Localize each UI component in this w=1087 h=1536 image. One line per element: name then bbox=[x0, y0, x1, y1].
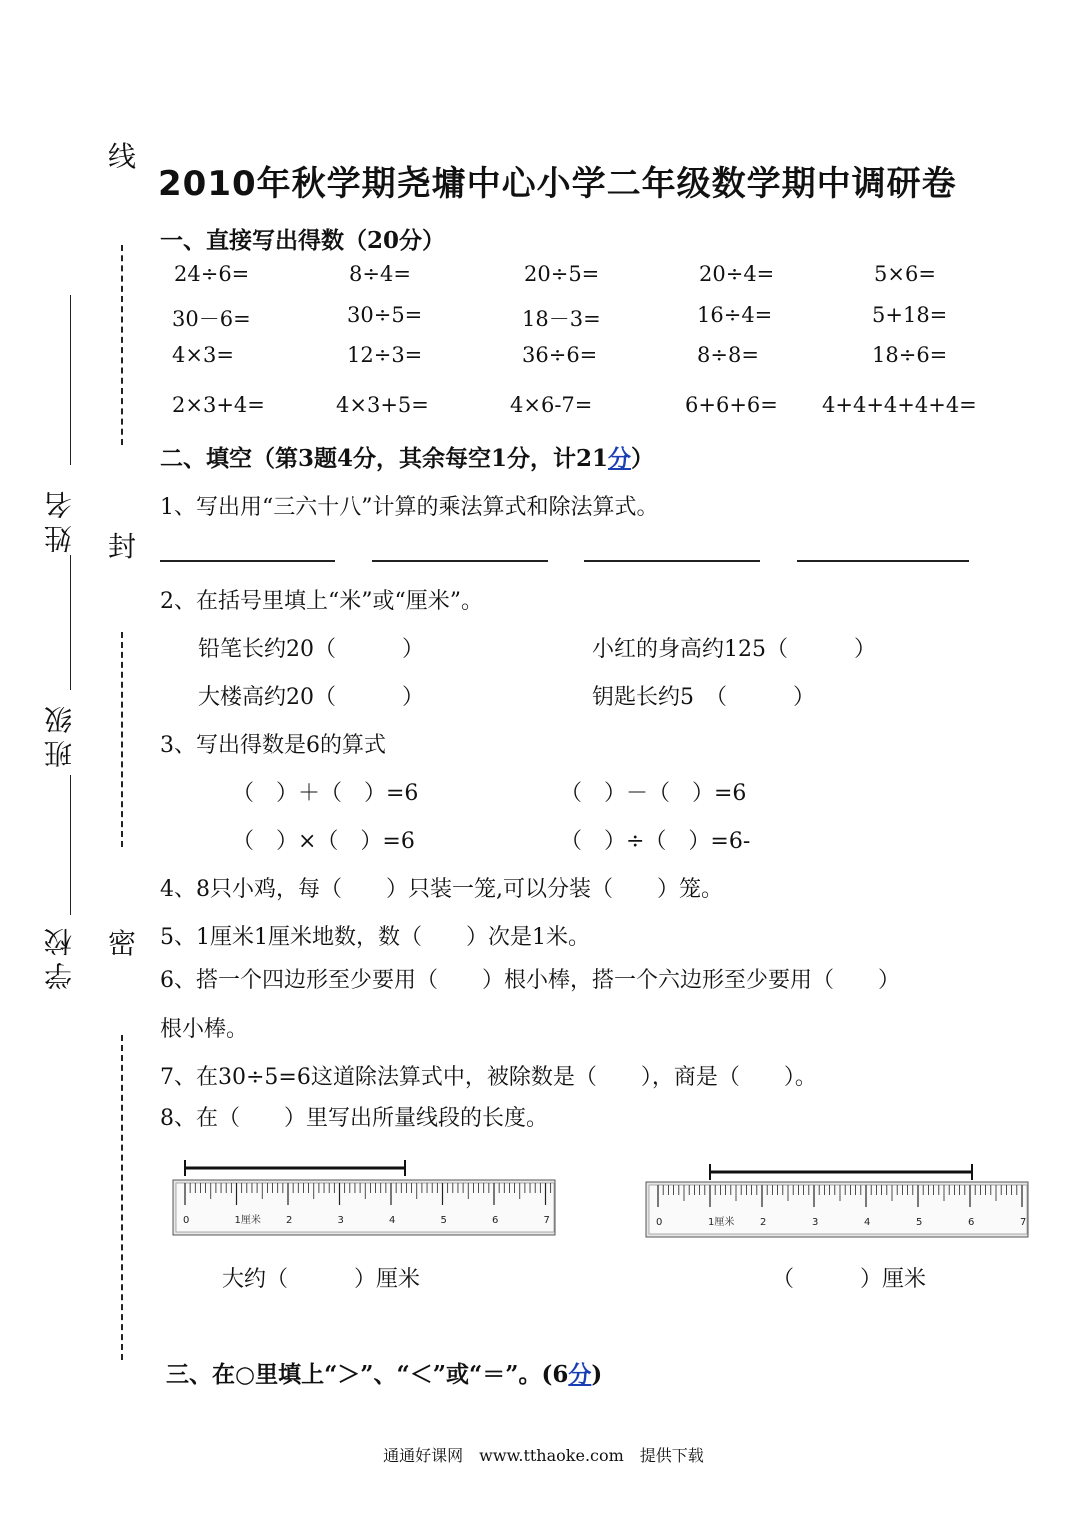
question-8: 8、在（ ）里写出所量线段的长度。 bbox=[160, 1106, 548, 1131]
seal-dashed-line bbox=[121, 1035, 123, 1360]
answer-blank[interactable] bbox=[797, 560, 969, 562]
question-6-continued: 根小棒。 bbox=[160, 1017, 249, 1042]
section3-score-link[interactable]: 分 bbox=[568, 1361, 592, 1388]
section2-heading-close: ） bbox=[631, 445, 655, 472]
ruler-label-4: 4 bbox=[389, 1215, 396, 1226]
calc-item: 20÷4= bbox=[699, 262, 775, 286]
ruler-label-1: 1厘米 bbox=[234, 1215, 261, 1226]
calc-item: 18÷6= bbox=[872, 343, 948, 367]
ruler-label-6: 6 bbox=[968, 1217, 975, 1228]
section2-heading-text: 二、填空（第3题4分，其余每空1分，计21 bbox=[160, 445, 609, 472]
answer-blank[interactable] bbox=[160, 560, 335, 562]
ruler-label-1: 1厘米 bbox=[708, 1217, 735, 1228]
calc-item: 16÷4= bbox=[697, 303, 773, 327]
calc-item: 5×6= bbox=[874, 262, 936, 286]
seal-dashed-line bbox=[121, 245, 123, 445]
calc-item: 24÷6= bbox=[174, 262, 250, 286]
ruler-label-3: 3 bbox=[812, 1217, 819, 1228]
section3-heading bbox=[166, 1356, 602, 1389]
question-2-item: 铅笔长约20（ ） bbox=[198, 637, 424, 662]
binding-mark-mi: 密 bbox=[108, 927, 137, 960]
question-3-item: （ ）÷（ ）=6- bbox=[560, 829, 751, 854]
ruler-figure-2 bbox=[643, 1162, 1033, 1240]
calc-item: 12÷3= bbox=[347, 343, 423, 367]
calc-item: 36÷6= bbox=[522, 343, 598, 367]
answer-blank[interactable] bbox=[372, 560, 548, 562]
class-blank-line[interactable] bbox=[70, 555, 71, 690]
ruler-label-6: 6 bbox=[492, 1215, 499, 1226]
ruler-label-2: 2 bbox=[760, 1217, 767, 1228]
question-6: 6、搭一个四边形至少要用（ ）根小棒，搭一个六边形至少要用（ ） bbox=[160, 968, 900, 993]
calc-item: 30－6= bbox=[172, 307, 251, 331]
calc-item: 4×6-7= bbox=[510, 393, 593, 417]
calc-item: 4×3= bbox=[172, 343, 234, 367]
calc-item: 30÷5= bbox=[347, 303, 423, 327]
question-2-item: 小红的身高约125（ ） bbox=[592, 637, 876, 662]
section2-score-link[interactable]: 分 bbox=[608, 445, 632, 472]
ruler-label-5: 5 bbox=[440, 1215, 447, 1226]
ruler-label-4: 4 bbox=[864, 1217, 871, 1228]
exam-title: 2010年秋学期尧墉中心小学二年级数学期中调研卷 bbox=[158, 164, 957, 204]
binding-mark-feng: 封 bbox=[108, 530, 137, 563]
section2-heading bbox=[160, 440, 654, 473]
calc-item: 2×3+4= bbox=[172, 393, 265, 417]
section3-heading-text: 三、在○里填上“＞”、“＜”或“＝”。(6 bbox=[166, 1361, 569, 1388]
ruler-label-0: 0 bbox=[656, 1217, 663, 1228]
ruler-2-answer: （ ）厘米 bbox=[772, 1267, 927, 1292]
calc-item: 6+6+6= bbox=[685, 393, 778, 417]
section1-heading: 一、直接写出得数（20分） bbox=[160, 227, 446, 254]
ruler-label-7: 7 bbox=[543, 1215, 550, 1226]
school-blank-line[interactable] bbox=[70, 775, 71, 915]
name-label: 姓名 bbox=[43, 485, 76, 553]
answer-blank[interactable] bbox=[584, 560, 760, 562]
seal-dashed-line bbox=[121, 632, 123, 847]
question-3-item: （ ）×（ ）=6 bbox=[232, 829, 415, 854]
question-4: 4、8只小鸡，每（ ）只装一笼,可以分装（ ）笼。 bbox=[160, 877, 723, 902]
question-3-item: （ ）＋（ ）=6 bbox=[232, 781, 419, 806]
name-blank-line[interactable] bbox=[70, 295, 71, 465]
calc-item: 4+4+4+4+4= bbox=[822, 393, 977, 417]
calc-item: 8÷8= bbox=[697, 343, 759, 367]
ruler-label-5: 5 bbox=[916, 1217, 923, 1228]
question-1: 1、写出用“三六十八”计算的乘法算式和除法算式。 bbox=[160, 495, 659, 520]
calc-item: 20÷5= bbox=[524, 262, 600, 286]
ruler-label-0: 0 bbox=[183, 1215, 190, 1226]
calc-item: 4×3+5= bbox=[336, 393, 429, 417]
question-5: 5、1厘米1厘米地数，数（ ）次是1米。 bbox=[160, 925, 590, 950]
question-3: 3、写出得数是6的算式 bbox=[160, 733, 386, 758]
question-2-item: 大楼高约20（ ） bbox=[198, 685, 424, 710]
question-7: 7、在30÷5=6这道除法算式中，被除数是（ ），商是（ ）。 bbox=[160, 1065, 817, 1090]
measured-segment bbox=[185, 1160, 405, 1176]
ruler-label-2: 2 bbox=[286, 1215, 293, 1226]
question-2: 2、在括号里填上“米”或“厘米”。 bbox=[160, 589, 483, 614]
calc-item: 18－3= bbox=[522, 307, 601, 331]
question-2-item: 钥匙长约5 （ ） bbox=[592, 685, 815, 710]
ruler-1-answer: 大约（ ）厘米 bbox=[222, 1267, 421, 1292]
ruler-label-3: 3 bbox=[337, 1215, 344, 1226]
class-label: 班级 bbox=[43, 700, 76, 768]
binding-mark-xian: 线 bbox=[108, 140, 137, 173]
question-3-item: （ ）－（ ）=6 bbox=[560, 781, 747, 806]
school-label: 学校 bbox=[43, 922, 76, 990]
footer-credit: 通通好课网 www.tthaoke.com 提供下载 bbox=[383, 1446, 704, 1465]
measured-segment bbox=[710, 1164, 972, 1180]
calc-item: 5+18= bbox=[872, 303, 948, 327]
section3-heading-close: ) bbox=[591, 1361, 603, 1388]
calc-item: 8÷4= bbox=[349, 262, 411, 286]
ruler-figure-1 bbox=[170, 1158, 560, 1242]
ruler-label-7: 7 bbox=[1020, 1217, 1027, 1228]
